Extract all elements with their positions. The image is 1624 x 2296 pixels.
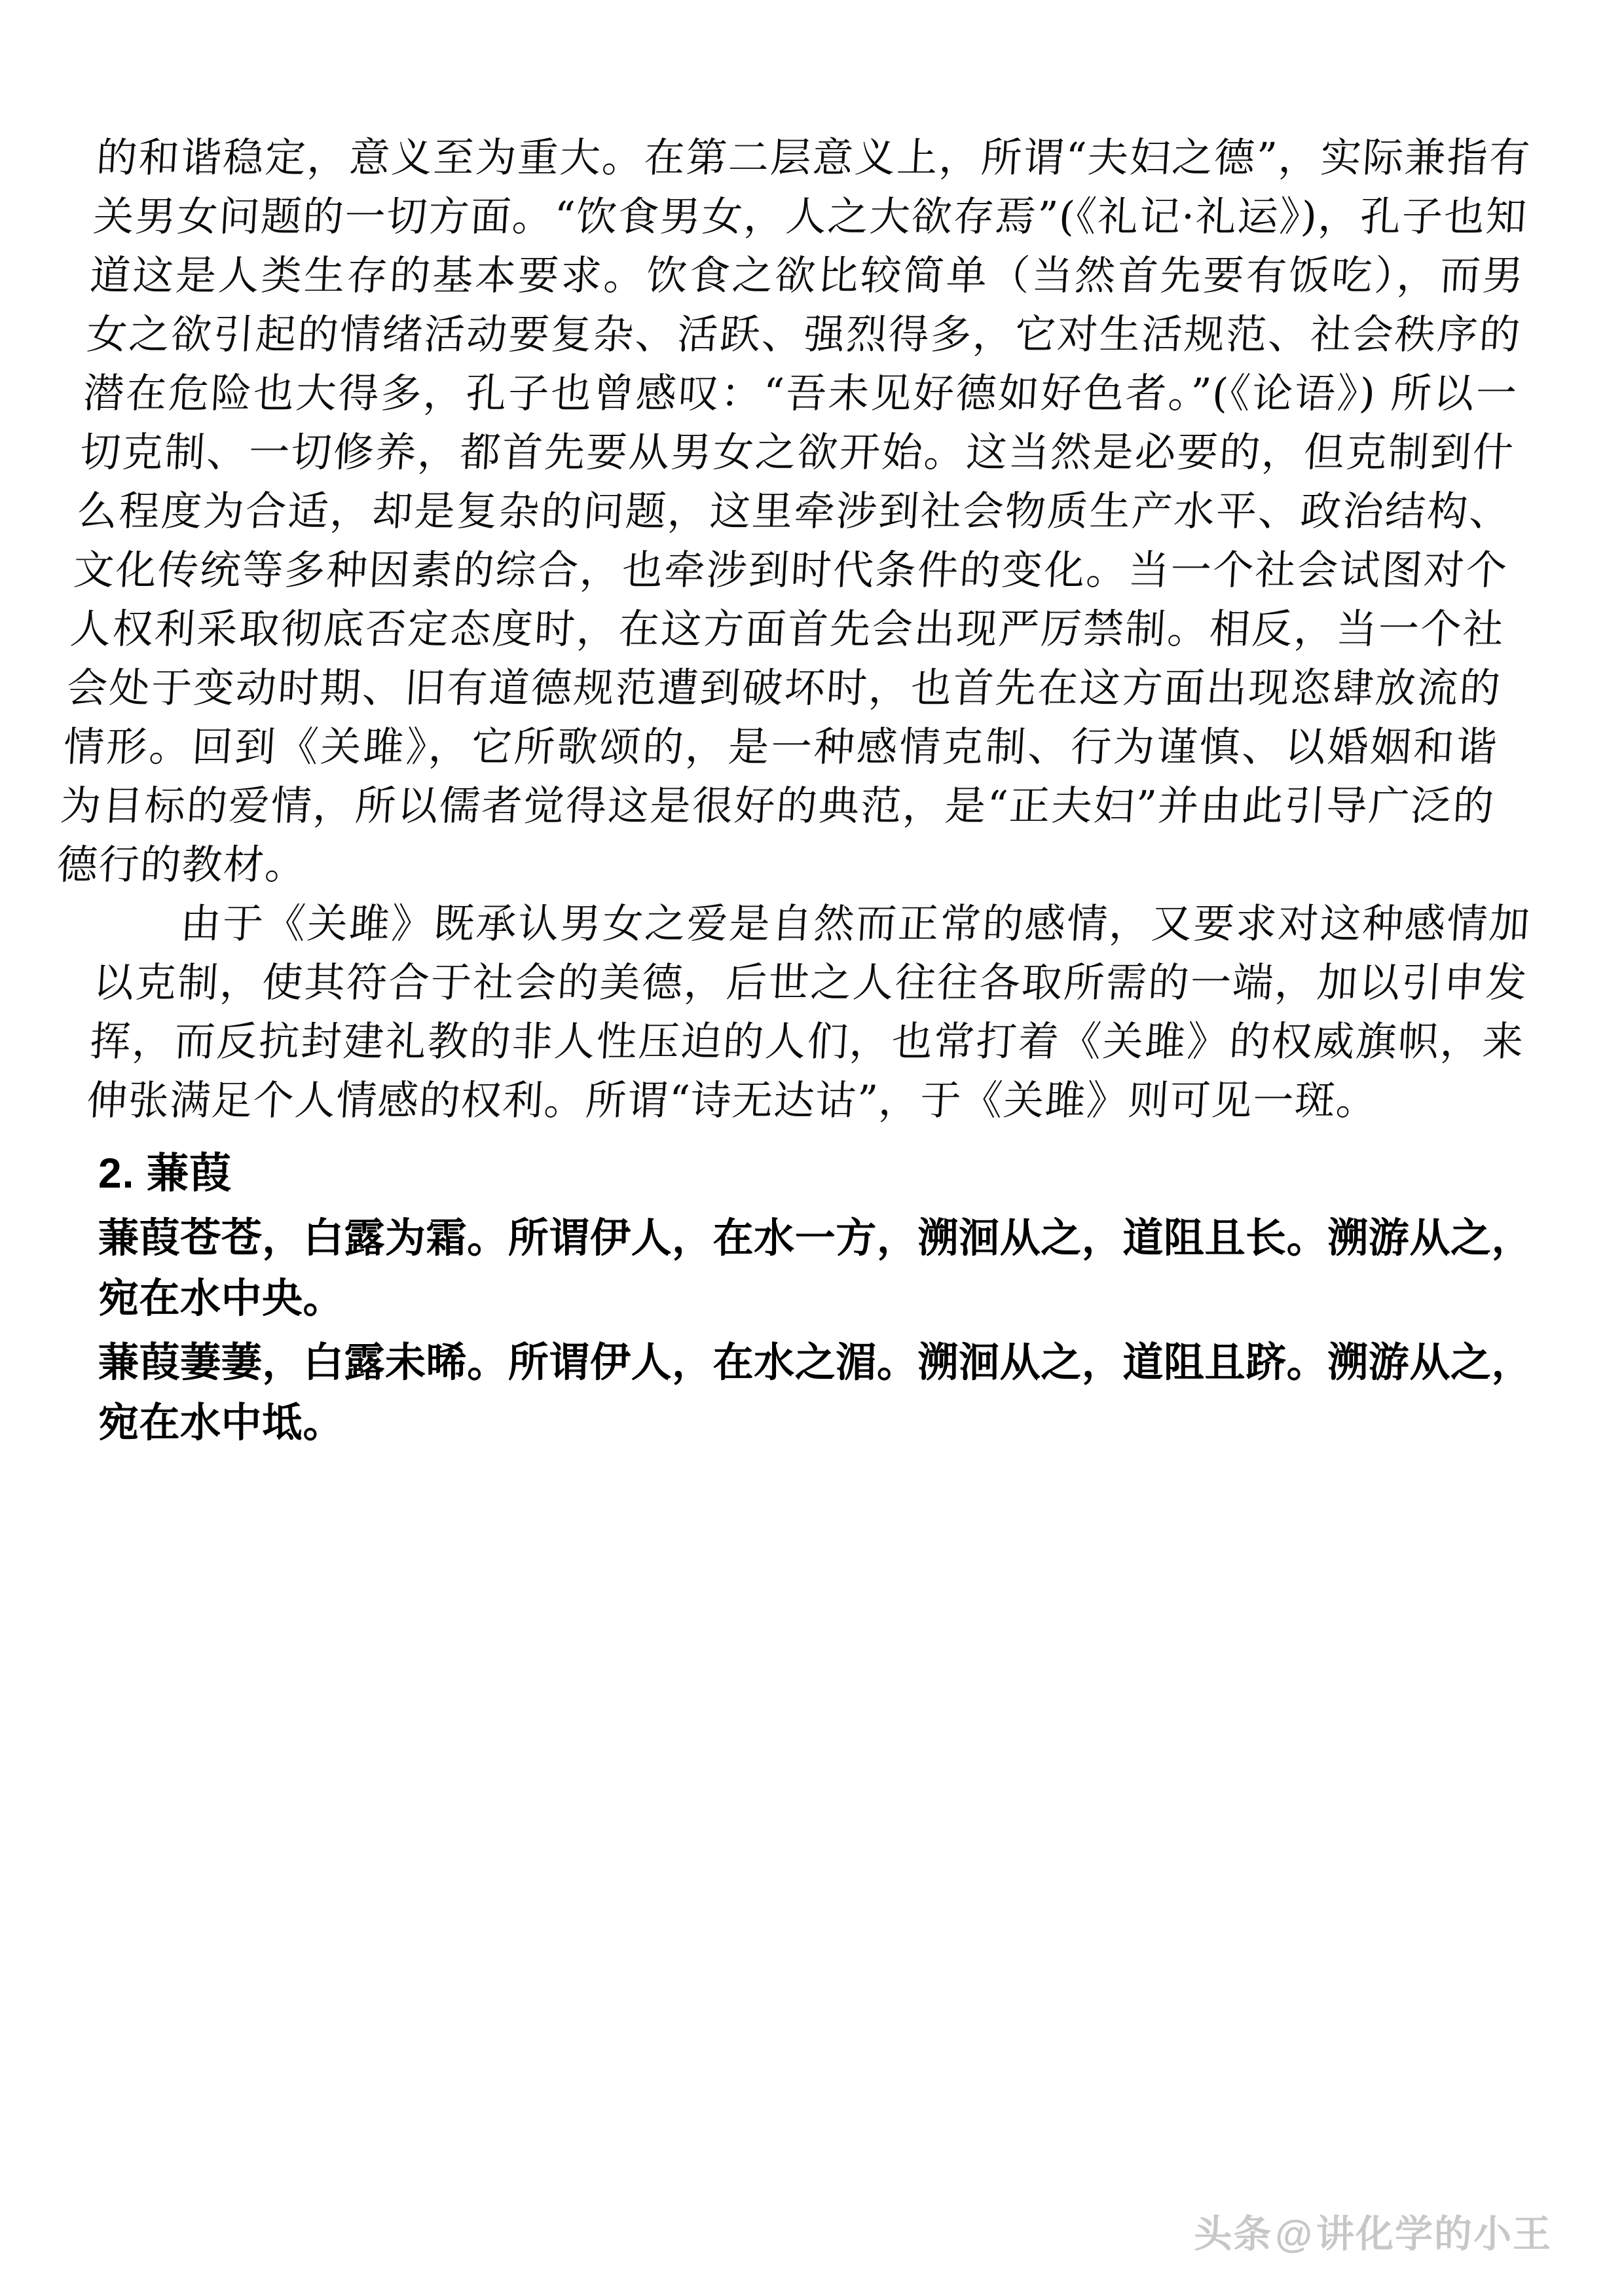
- poem-stanza: 蒹葭苍苍，白露为霜。所谓伊人，在水一方，溯洄从之，道阻且长。溯游从之，宛在水中央。: [98, 1216, 1532, 1321]
- page-content: [56, 128, 1532, 1453]
- body-paragraph: 的和谐稳定，意义至为重大。在第二层意义上，所谓“夫妇之德”，实际兼指有关男女问题的一切方面。“饮食男女，人之大欲存焉”(《礼记·礼运》)，孔子也知道这是人类生存的基本要求。饮食之欲比较简单（当然首先要有饭吃），而男女之欲引起的情绪活动要复杂、活跃、强烈得多，它对生活规范、社会秩序的潜在危险也大得多，孔子也曾感叹：“吾未见好德如好色者。”(《论语》) 所以一切克制、一切修养，都首先要从男女之欲开始。这当然是必要的，但克制到什么程度为合适，却是复杂的问题，这里牵涉到社会物质生产水平、政治结构、文化传统等多种因素的综合，也牵涉到时代条件的变化。当一个社会试图对个人权利采取彻底否定态度时，在这方面首先会出现严厉禁制。相反，当一个社会处于变动时期、旧有道德规范遭到破坏时，也首先在这方面出现恣肆放流的情形。回到《关雎》，它所歌颂的，是一种感情克制、行为谨慎、以婚姻和谐为目标的爱情，所以儒者觉得这是很好的典范，是“正夫妇”并由此引导广泛的德行的教材。: [56, 134, 1532, 888]
- watermark: [1194, 2203, 1552, 2258]
- section-heading: 2. 蒹葭: [98, 1150, 232, 1197]
- watermark-author: 讲化学的小王: [1316, 2213, 1552, 2255]
- poem-stanza: 蒹葭萋萋，白露未晞。所谓伊人，在水之湄。溯洄从之，道阻且跻。溯游从之，宛在水中坻。: [98, 1340, 1532, 1446]
- watermark-platform: 头条: [1194, 2213, 1273, 2255]
- body-paragraph: 由于《关雎》既承认男女之爱是自然而正常的感情，又要求对这种感情加以克制，使其符合于社会的美德，后世之人往往各取所需的一端，加以引申发挥，而反抗封建礼教的非人性压迫的人们，也常打着《关雎》的权威旗帜，来伸张满足个人情感的权利。所谓“诗无达诂”，于《关雎》则可见一斑。: [85, 900, 1532, 1124]
- watermark-at-symbol: @: [1275, 2213, 1314, 2255]
